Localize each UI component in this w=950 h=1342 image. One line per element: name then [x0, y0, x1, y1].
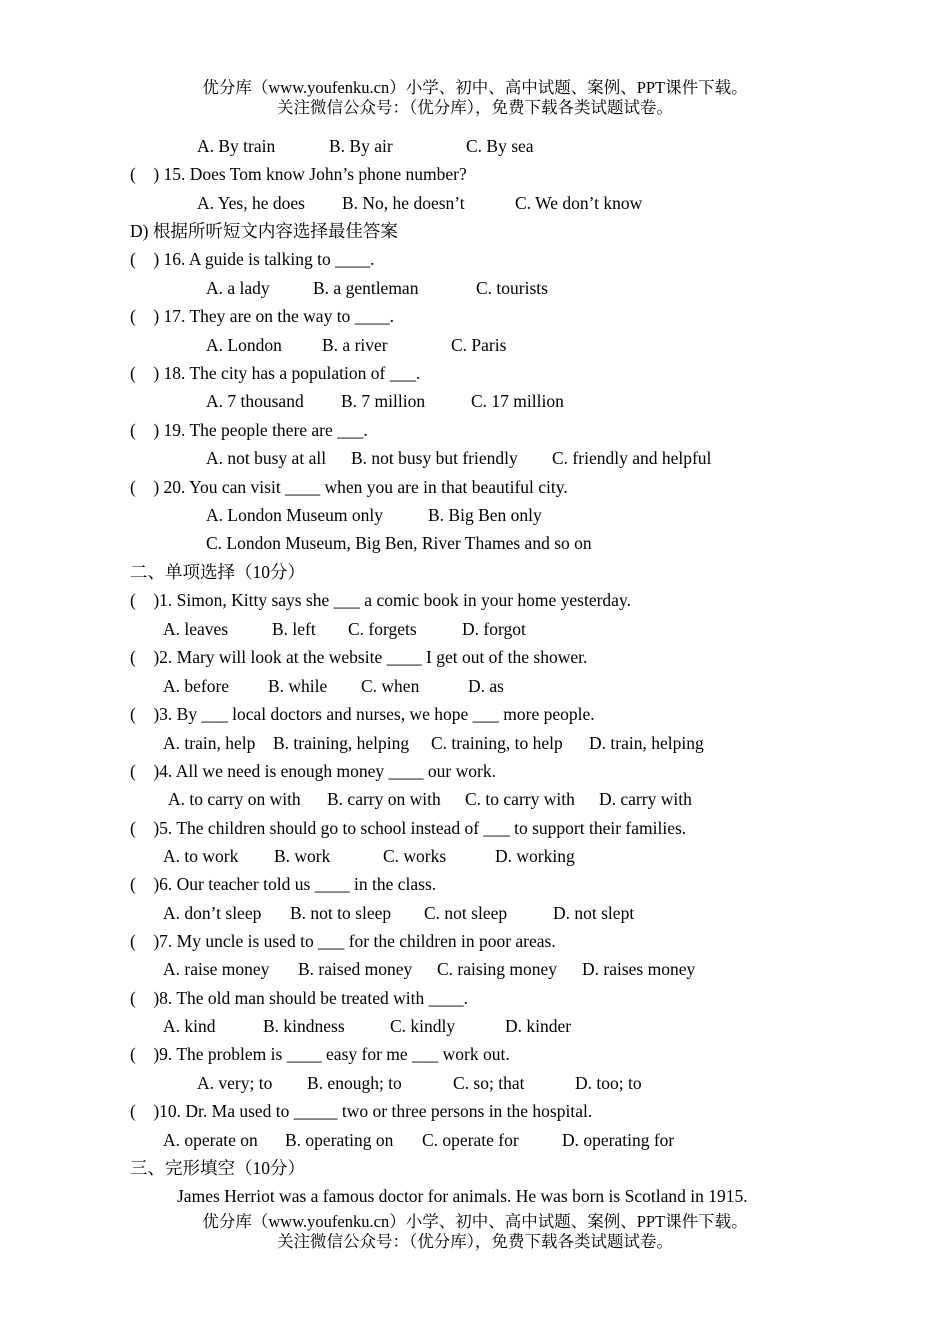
section-title: 三、完形填空（10分）	[130, 1158, 305, 1178]
option: B. carry on with	[327, 789, 441, 809]
option: D. carry with	[599, 789, 692, 809]
option: D. operating for	[562, 1130, 675, 1150]
option: B. left	[272, 619, 316, 639]
option: A. to carry on with	[168, 789, 301, 809]
question-stem: ( )10. Dr. Ma used to _____ two or three persons in the hospital.	[130, 1101, 593, 1121]
option: D. kinder	[505, 1016, 572, 1036]
question-stem: ( ) 17. They are on the way to ____.	[130, 306, 395, 326]
option: D. too; to	[575, 1073, 642, 1093]
option: B. work	[274, 846, 331, 866]
option: C. kindly	[390, 1016, 456, 1036]
question-stem: ( )4. All we need is enough money ____ our work.	[130, 761, 496, 781]
option: A. London Museum only	[206, 505, 383, 525]
option: A. very; to	[197, 1073, 273, 1093]
option: A. By train	[197, 136, 276, 156]
option: A. not busy at all	[206, 448, 327, 468]
question-stem: ( )3. By ___ local doctors and nurses, we hope ___ more people.	[130, 704, 595, 724]
option: A. Yes, he does	[197, 193, 305, 213]
section-heading: D) 根据所听短文内容选择最佳答案	[130, 221, 398, 241]
question-stem: ( ) 20. You can visit ____ when you are in that beautiful city.	[130, 477, 568, 497]
option: A. raise money	[163, 959, 270, 979]
question-stem: ( )8. The old man should be treated with ____.	[130, 988, 468, 1008]
option: B. while	[268, 676, 328, 696]
option: C. not sleep	[424, 903, 508, 923]
option: C. By sea	[466, 136, 534, 156]
question-stem: ( )1. Simon, Kitty says she ___ a comic book in your home yesterday.	[130, 590, 631, 610]
option: A. kind	[163, 1016, 216, 1036]
option: D. train, helping	[589, 733, 704, 753]
option: B. raised money	[298, 959, 413, 979]
option: A. operate on	[163, 1130, 258, 1150]
cloze-paragraph: James Herriot was a famous doctor for animals. He was born is Scotland in 1915.	[177, 1186, 748, 1206]
question-stem: ( )6. Our teacher told us ____ in the class.	[130, 874, 437, 894]
option: C. We don’t know	[515, 193, 643, 213]
option: B. training, helping	[273, 733, 410, 753]
option: C. friendly and helpful	[552, 448, 712, 468]
option: B. a river	[322, 335, 388, 355]
option: B. not to sleep	[290, 903, 392, 923]
option: C. training, to help	[431, 733, 563, 753]
question-stem: ( ) 18. The city has a population of ___.	[130, 363, 421, 383]
question-stem: ( )5. The children should go to school instead of ___ to support their families.	[130, 818, 687, 838]
option: C. tourists	[476, 278, 548, 298]
option: C. forgets	[348, 619, 417, 639]
option: A. London	[206, 335, 282, 355]
section-title: 二、单项选择（10分）	[130, 562, 305, 582]
option: C. works	[383, 846, 447, 866]
option: A. a lady	[206, 278, 270, 298]
option: B. enough; to	[307, 1073, 402, 1093]
option: A. leaves	[163, 619, 229, 639]
option: B. Big Ben only	[428, 505, 542, 525]
option: D. raises money	[582, 959, 696, 979]
option: C. operate for	[422, 1130, 519, 1150]
header-line-1: 优分库（www.youfenku.cn）小学、初中、高中试题、案例、PPT课件下载。	[202, 78, 748, 97]
header-line-2: 关注微信公众号：（优分库），免费下载各类试题试卷。	[277, 98, 673, 117]
option: C. to carry with	[465, 789, 575, 809]
question-stem: ( )2. Mary will look at the website ____ I get out of the shower.	[130, 647, 588, 667]
option: C. so; that	[453, 1073, 525, 1093]
footer-line-1: 优分库（www.youfenku.cn）小学、初中、高中试题、案例、PPT课件下载。	[202, 1212, 748, 1231]
option: B. By air	[329, 136, 393, 156]
option: D. not slept	[553, 903, 635, 923]
option: B. operating on	[285, 1130, 394, 1150]
option: B. a gentleman	[313, 278, 419, 298]
option: A. train, help	[163, 733, 256, 753]
option: B. 7 million	[341, 391, 426, 411]
option: D. forgot	[462, 619, 526, 639]
option: C. raising money	[437, 959, 558, 979]
question-stem: ( ) 15. Does Tom know John’s phone number?	[130, 164, 467, 184]
option: A. 7 thousand	[206, 391, 304, 411]
footer-line-2: 关注微信公众号：（优分库），免费下载各类试题试卷。	[277, 1232, 673, 1251]
option: B. No, he doesn’t	[342, 193, 465, 213]
option: D. as	[468, 676, 504, 696]
option: A. before	[163, 676, 230, 696]
option: D. working	[495, 846, 575, 866]
option: C. Paris	[451, 335, 507, 355]
option: C. when	[361, 676, 420, 696]
option: C. 17 million	[471, 391, 564, 411]
option: B. not busy but friendly	[351, 448, 518, 468]
question-stem: ( )9. The problem is ____ easy for me ___ work out.	[130, 1044, 510, 1064]
option: B. kindness	[263, 1016, 345, 1036]
question-stem: ( ) 19. The people there are ___.	[130, 420, 368, 440]
option: A. to work	[163, 846, 239, 866]
question-stem: ( ) 16. A guide is talking to ____.	[130, 249, 375, 269]
option: A. don’t sleep	[163, 903, 262, 923]
question-stem: ( )7. My uncle is used to ___ for the children in poor areas.	[130, 931, 556, 951]
option: C. London Museum, Big Ben, River Thames and so on	[206, 533, 592, 553]
